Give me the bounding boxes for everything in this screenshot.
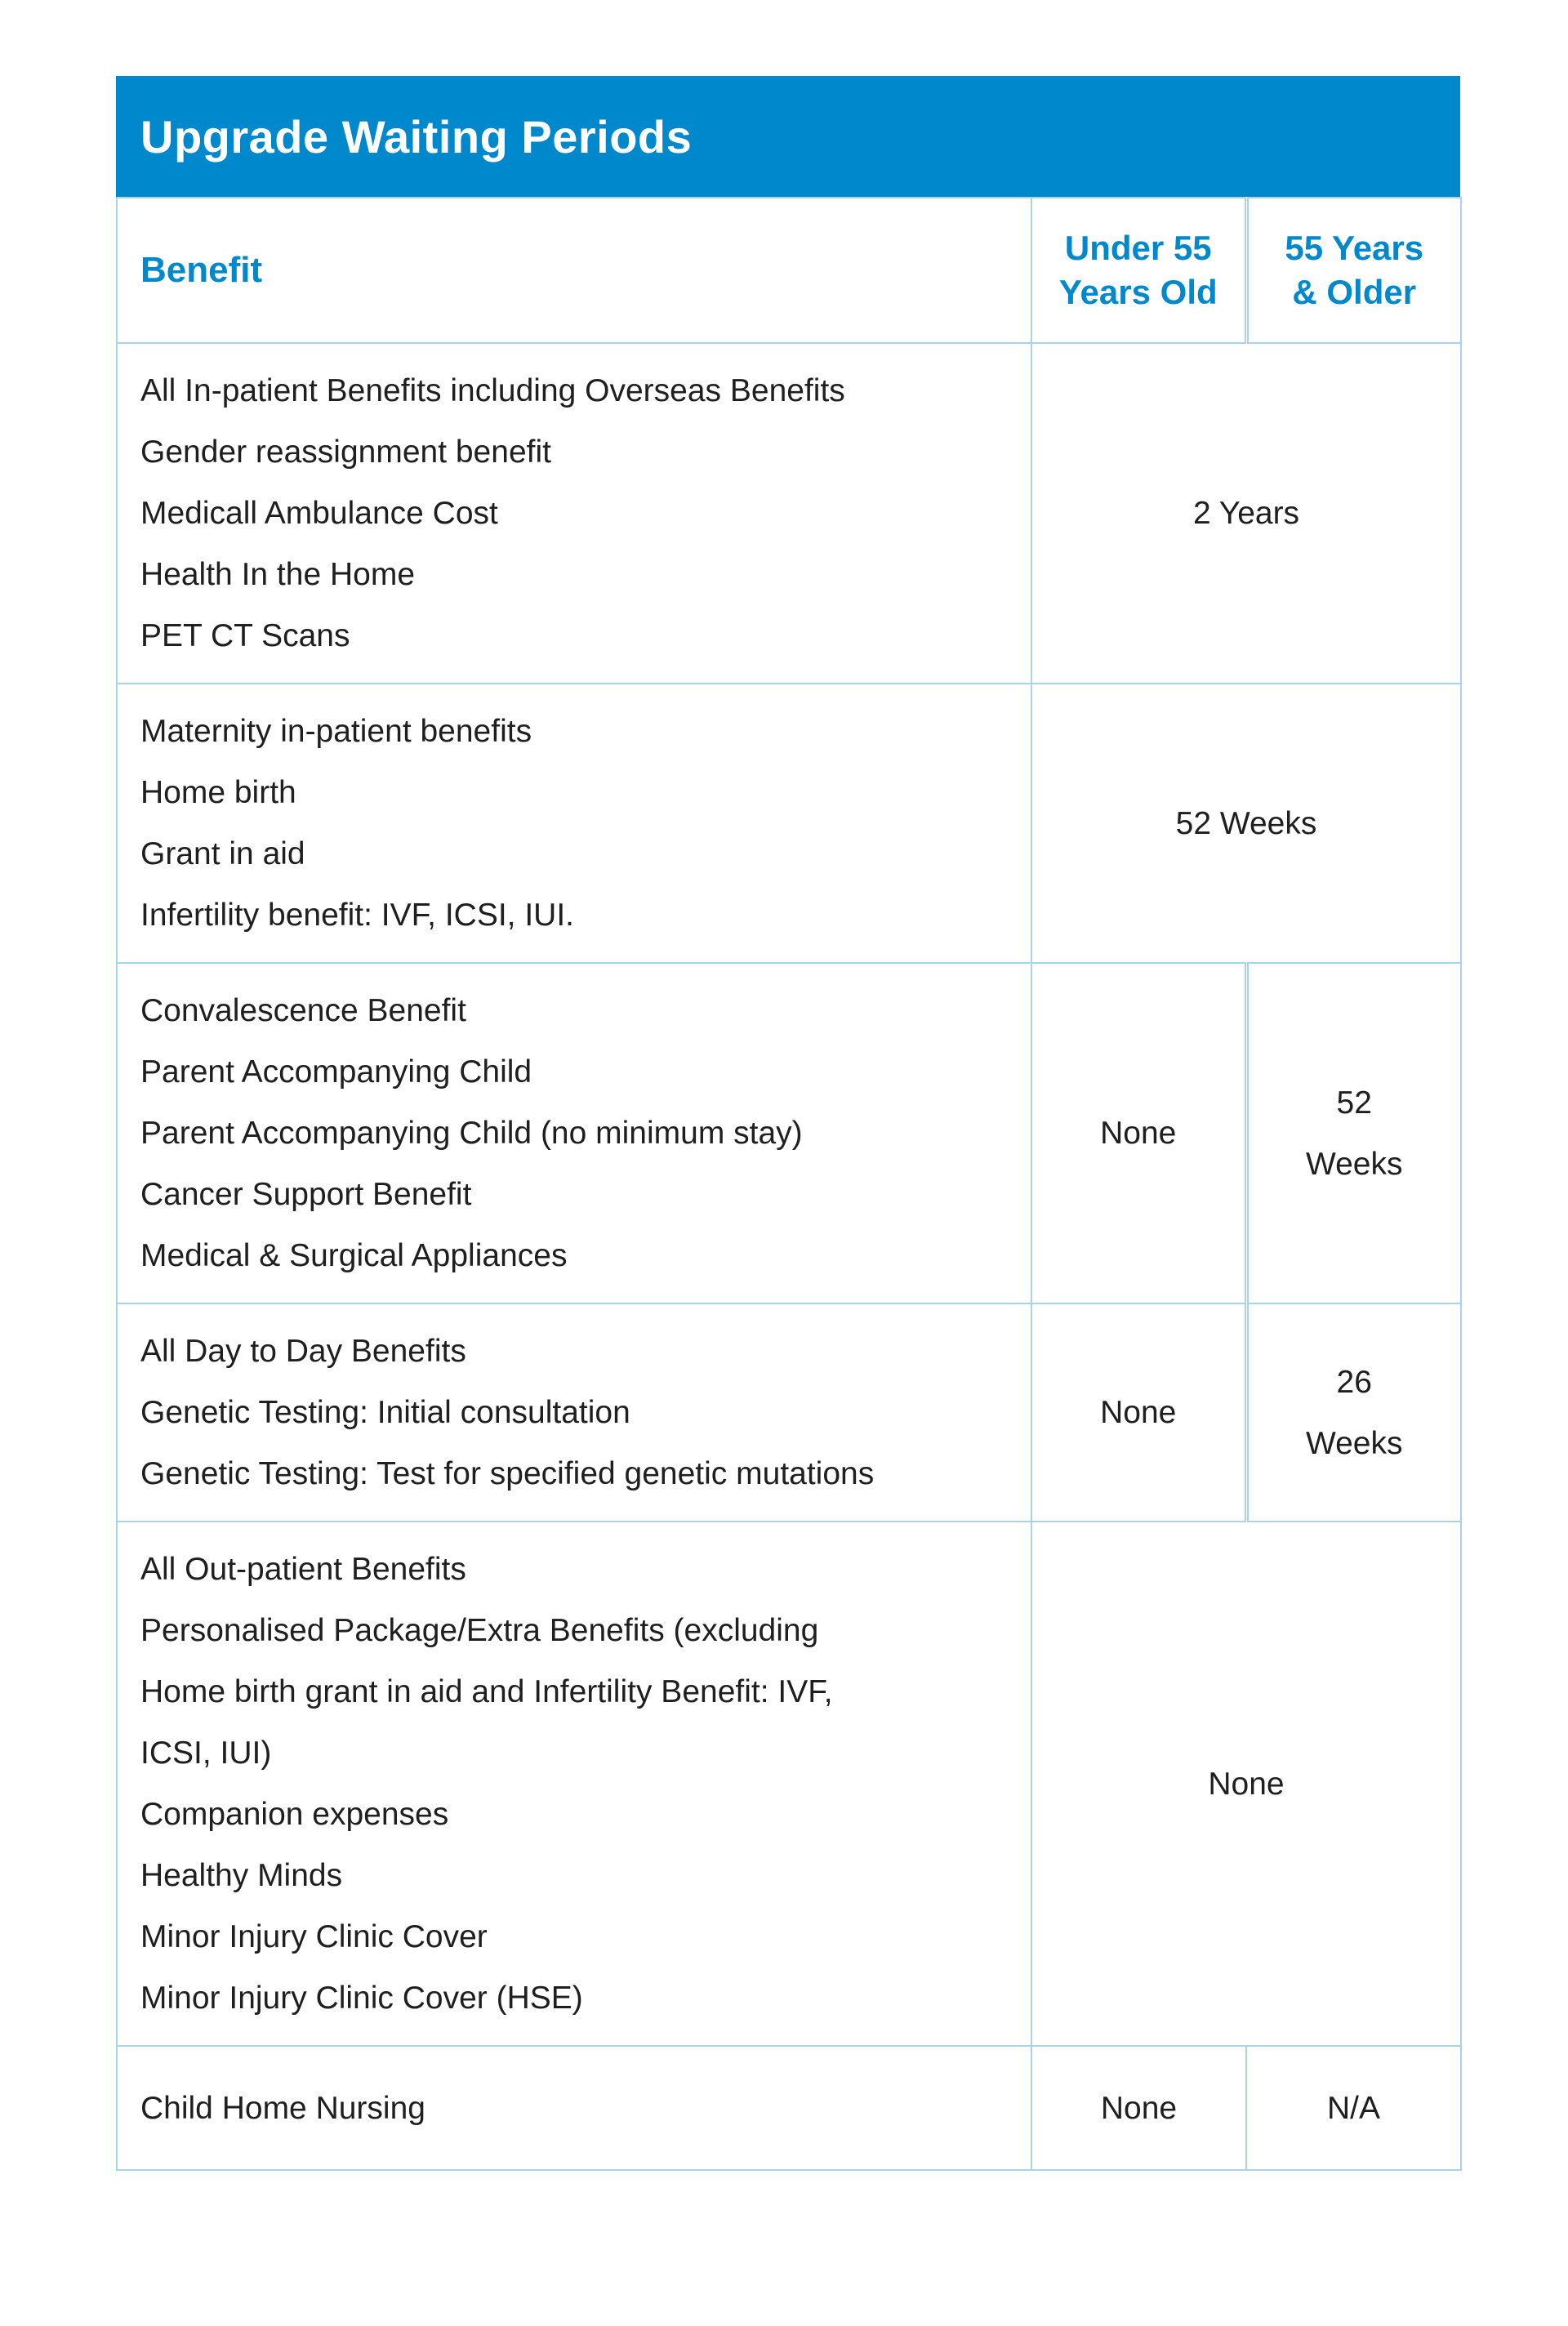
benefit-item: PET CT Scans bbox=[140, 618, 350, 653]
waiting-period-under-55: None bbox=[1031, 2046, 1246, 2170]
waiting-period-55-and-older: 26 Weeks bbox=[1246, 1303, 1461, 1522]
benefit-item: Minor Injury Clinic Cover bbox=[140, 1919, 488, 1954]
benefit-item: Home birth grant in aid and Infertility Benefit: IVF, bbox=[140, 1674, 833, 1709]
waiting-period-55-and-older: N/A bbox=[1246, 2046, 1461, 2170]
benefit-item: ICSI, IUI) bbox=[140, 1736, 272, 1771]
benefit-item: Medical & Surgical Appliances bbox=[140, 1238, 568, 1273]
benefit-item: Gender reassignment benefit bbox=[140, 434, 551, 470]
benefit-item: Companion expenses bbox=[140, 1797, 449, 1832]
header-row bbox=[117, 198, 1461, 343]
waiting-periods-table bbox=[116, 197, 1462, 2171]
benefit-item: All Out-patient Benefits bbox=[140, 1552, 466, 1587]
header-55-and-older: 55 Years & Older bbox=[1246, 198, 1461, 343]
benefit-item: Genetic Testing: Test for specified genetic mutations bbox=[140, 1456, 875, 1491]
table-row bbox=[117, 343, 1461, 684]
benefit-list-cell bbox=[117, 343, 1031, 684]
waiting-periods-card bbox=[116, 76, 1460, 2171]
benefit-item: All Day to Day Benefits bbox=[140, 1334, 466, 1369]
benefit-list-cell bbox=[117, 684, 1031, 963]
header-under-55: Under 55 Years Old bbox=[1031, 198, 1246, 343]
table-row bbox=[117, 1522, 1461, 2046]
table-row bbox=[117, 1303, 1461, 1522]
waiting-period-all-ages: None bbox=[1031, 1522, 1461, 2046]
benefit-item: Child Home Nursing bbox=[140, 2090, 425, 2126]
waiting-period-under-55: None bbox=[1031, 963, 1246, 1303]
benefit-item: All In-patient Benefits including Overseas Benefits bbox=[140, 373, 845, 408]
benefit-list-cell bbox=[117, 2046, 1031, 2170]
benefit-item: Home birth bbox=[140, 775, 296, 810]
benefit-item: Infertility benefit: IVF, ICSI, IUI. bbox=[140, 898, 575, 933]
benefit-list-cell bbox=[117, 1522, 1031, 2046]
header-benefit: Benefit bbox=[117, 198, 1031, 343]
benefit-item: Healthy Minds bbox=[140, 1858, 343, 1893]
page-title: Upgrade Waiting Periods bbox=[140, 110, 693, 163]
benefit-item: Genetic Testing: Initial consultation bbox=[140, 1395, 630, 1430]
benefit-item: Medicall Ambulance Cost bbox=[140, 496, 498, 531]
waiting-period-all-ages: 2 Years bbox=[1031, 343, 1461, 684]
waiting-period-all-ages: 52 Weeks bbox=[1031, 684, 1461, 963]
benefit-item: Health In the Home bbox=[140, 557, 416, 592]
title-banner bbox=[116, 76, 1460, 197]
benefit-item: Minor Injury Clinic Cover (HSE) bbox=[140, 1981, 583, 2016]
benefit-item: Maternity in-patient benefits bbox=[140, 714, 532, 749]
benefit-list-cell bbox=[117, 1303, 1031, 1522]
benefit-item: Cancer Support Benefit bbox=[140, 1177, 472, 1212]
table-row bbox=[117, 684, 1461, 963]
benefit-item: Personalised Package/Extra Benefits (excluding bbox=[140, 1613, 819, 1648]
benefit-item: Parent Accompanying Child (no minimum stay) bbox=[140, 1116, 803, 1151]
table-row bbox=[117, 2046, 1461, 2170]
benefit-item: Parent Accompanying Child bbox=[140, 1054, 532, 1089]
waiting-period-under-55: None bbox=[1031, 1303, 1246, 1522]
benefit-list-cell bbox=[117, 963, 1031, 1303]
benefit-item: Convalescence Benefit bbox=[140, 993, 466, 1028]
benefit-item: Grant in aid bbox=[140, 836, 305, 871]
table-row bbox=[117, 963, 1461, 1303]
waiting-period-55-and-older: 52 Weeks bbox=[1246, 963, 1461, 1303]
